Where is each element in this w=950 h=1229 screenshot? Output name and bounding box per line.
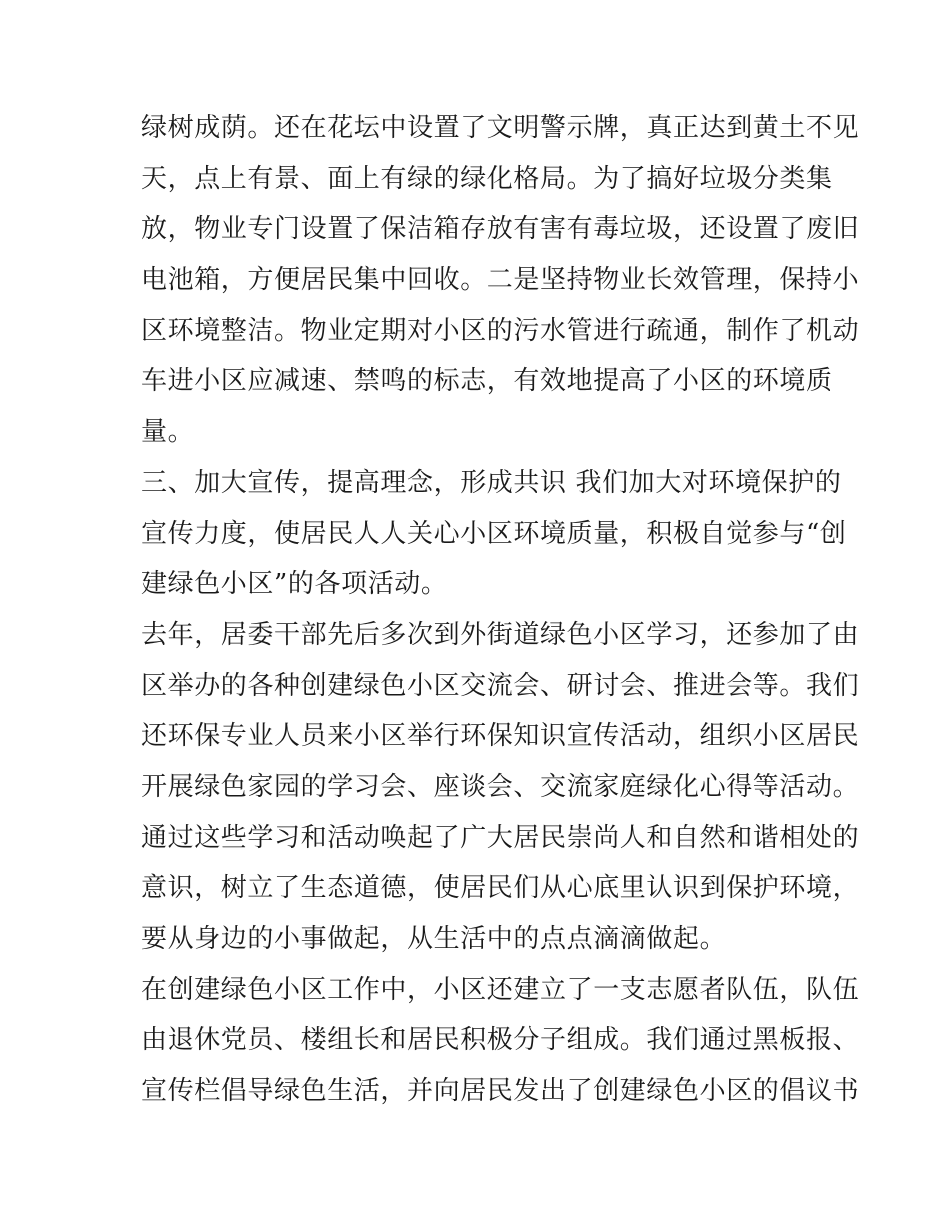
text-line: 宣传力度，使居民人人关心小区环境质量，积极自觉参与“创 (141, 518, 847, 549)
text-line: 通过这些学习和活动唤起了广大居民崇尚人和自然和谐相处的 (141, 822, 860, 853)
section-heading-line: 三、加大宣传，提高理念，形成共识 我们加大对环境保护的 (141, 467, 842, 498)
text-line: 宣传栏倡导绿色生活，并向居民发出了创建绿色小区的倡议书 (141, 1076, 860, 1107)
text-line: 放，物业专门设置了保洁箱存放有害有毒垃圾，还设置了废旧 (141, 214, 860, 245)
text-line: 要从身边的小事做起，从生活中的点点滴滴做起。 (141, 924, 727, 954)
text-line: 去年，居委干部先后多次到外街道绿色小区学习，还参加了由 (141, 619, 860, 650)
text-line: 意识，树立了生态道德，使居民们从心底里认识到保护环境， (141, 873, 860, 904)
document-body (141, 103, 860, 1117)
text-line: 绿树成荫。还在花坛中设置了文明警示牌，真正达到黄土不见 (141, 113, 860, 143)
text-line: 车进小区应减速、禁鸣的标志，有效地提高了小区的环境质 (141, 366, 833, 397)
text-line: 在创建绿色小区工作中，小区还建立了一支志愿者队伍，队伍 (141, 974, 860, 1005)
text-line: 天，点上有景、面上有绿的绿化格局。为了搞好垃圾分类集 (141, 163, 833, 194)
text-line: 建绿色小区”的各项活动。 (141, 569, 448, 600)
text-line: 区举办的各种创建绿色小区交流会、研讨会、推进会等。我们 (141, 670, 860, 701)
text-line: 量。 (141, 417, 195, 448)
text-line: 区环境整洁。物业定期对小区的污水管进行疏通，制作了机动 (141, 315, 860, 346)
text-line: 还环保专业人员来小区举行环保知识宣传活动，组织小区居民 (141, 721, 860, 752)
text-line: 电池箱，方便居民集中回收。二是坚持物业长效管理，保持小 (141, 265, 860, 296)
text-line: 开展绿色家园的学习会、座谈会、交流家庭绿化心得等活动。 (141, 771, 860, 802)
text-line: 由退休党员、楼组长和居民积极分子组成。我们通过黑板报、 (141, 1025, 860, 1056)
